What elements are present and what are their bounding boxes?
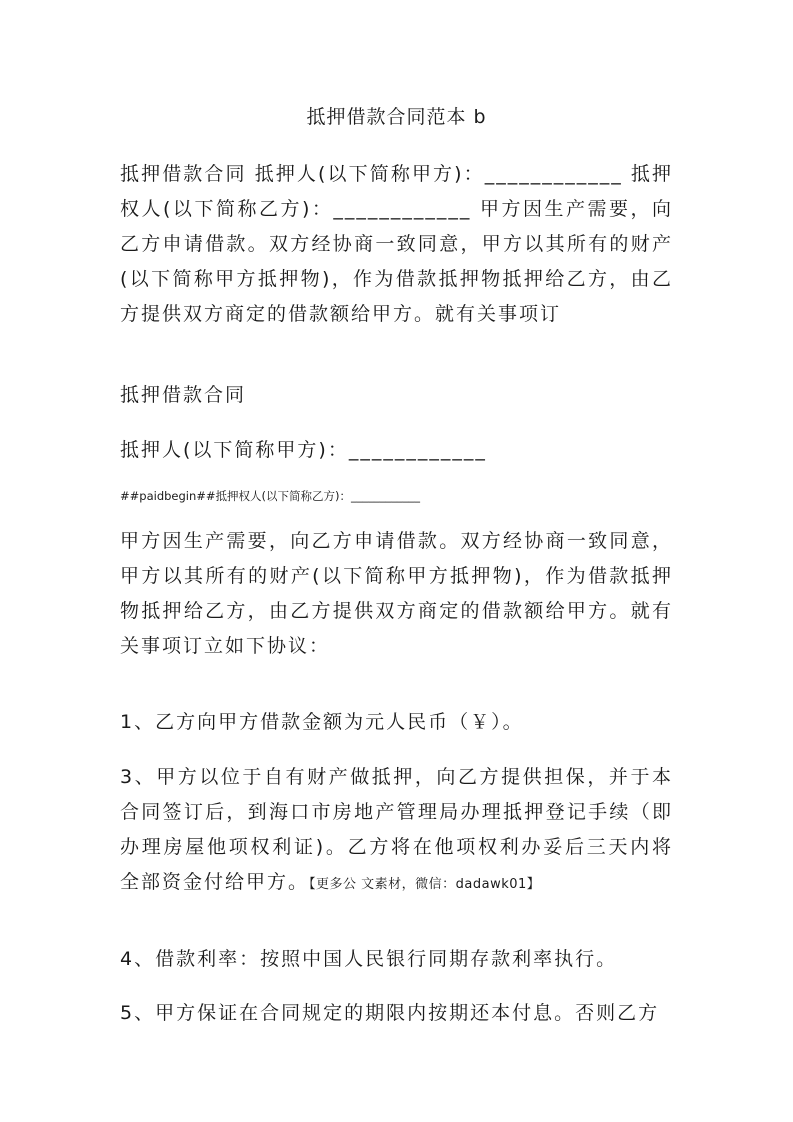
clause-4: 4、借款利率：按照中国人民银行同期存款利率执行。 [120,948,618,970]
mortgagor-line: 抵押人(以下简称甲方)：____________ [120,439,487,461]
document-title: 抵押借款合同范本 b [306,106,487,128]
clause-1: 1、乙方向甲方借款金额为元人民币（￥）。 [120,711,524,733]
clause-3-note: 【更多公 文素材，微信：dadawk01】 [309,877,541,892]
mortgagee-small-line: ##paidbegin##抵押权人(以下简称乙方)：____________ [120,489,421,503]
intro-paragraph: 抵押借款合同 抵押人(以下简称甲方)：____________ 抵押权人(以下简称乙方)：____________ 甲方因生产需要，向乙方申请借款。双方经协商一致同意，甲方以其所有的财产(以下简称甲方抵押物)，作为借款抵押物抵押给乙方，由乙方提供双方商定的借款额给甲方。就有关事项订 [120,163,673,325]
agreement-body-paragraph: 甲方因生产需要，向乙方申请借款。双方经协商一致同意，甲方以其所有的财产(以下简称甲方抵押物)，作为借款抵押物抵押给乙方，由乙方提供双方商定的借款额给甲方。就有关事项订立如下协议： [120,530,673,657]
clause-5: 5、甲方保证在合同规定的期限内按期还本付息。否则乙方 [120,1002,660,1024]
clause-3 [120,760,673,902]
contract-heading: 抵押借款合同 [120,384,247,406]
clause-3-text: 3、甲方以位于自有财产做抵押，向乙方提供担保，并于本合同签订后，到海口市房地产管理局办理抵押登记手续（即办理房屋他项权利证)。乙方将在他项权利办妥后三天内将全部资金付给甲方。 [120,766,673,893]
